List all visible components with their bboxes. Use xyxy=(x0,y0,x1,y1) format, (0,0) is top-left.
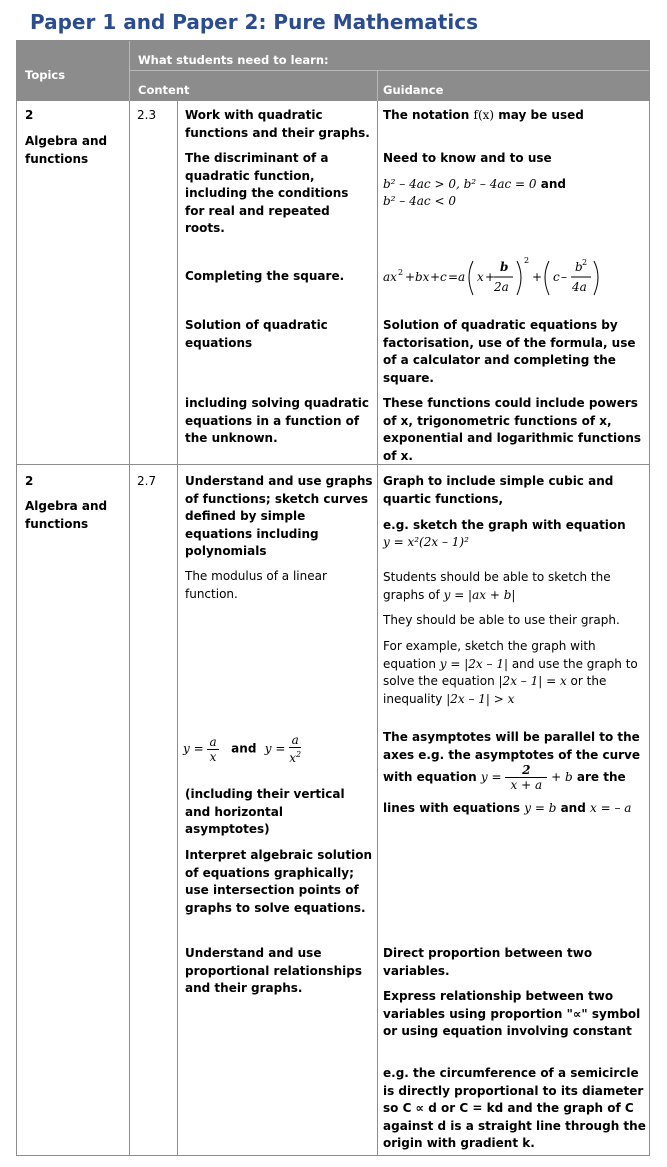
row2-guidance-3: They should be able to use their graph. xyxy=(383,613,620,627)
row2-content-3b: (including their vertical and horizontal asymptotes) xyxy=(185,787,345,836)
row2-ref: 2.7 xyxy=(137,474,157,488)
svg-text:4a: 4a xyxy=(572,280,587,294)
header-content: Content xyxy=(138,83,190,97)
svg-text:+: + xyxy=(485,270,496,284)
header-guidance: Guidance xyxy=(383,83,444,97)
row1-content-4: Solution of quadratic equations xyxy=(185,318,328,350)
row1-content-1: Work with quadratic functions and their graphs. xyxy=(185,108,370,140)
row2-guidance-6: Direct proportion between two variables. xyxy=(383,946,593,978)
row1-ref: 2.3 xyxy=(137,108,157,122)
row2-guidance-1b: e.g. sketch the graph with equation xyxy=(383,518,626,532)
svg-text:x: x xyxy=(477,270,484,284)
svg-text:b: b xyxy=(500,260,509,274)
svg-text:+: + xyxy=(532,270,543,284)
page-title: Paper 1 and Paper 2: Pure Mathematics xyxy=(30,10,478,34)
completing-square-formula xyxy=(381,251,641,301)
row2-content-4: Interpret algebraic solution of equations graphically; use intersection points of graphs to solve equations. xyxy=(185,848,372,915)
row1-topic-number: 2 xyxy=(25,108,34,122)
header-topics: Topics xyxy=(25,68,66,82)
row1-content-3: Completing the square. xyxy=(185,269,345,283)
row1-content-5: including solving quadratic equations in a function of the unknown. xyxy=(185,396,369,445)
row1-discriminant-conditions: b² – 4ac > 0, b² – 4ac = 0 and xyxy=(383,177,566,191)
row2-guidance-5-lines: lines with equations y = b and x = – a xyxy=(383,801,632,815)
row2-guidance-7: Express relationship between two variables using proportion "∝" symbol or using equation involving constant xyxy=(383,989,641,1038)
row1-guidance-5: These functions could include powers of x, trigonometric functions of x, exponential and logarithmic functions of x. xyxy=(383,396,642,463)
row2-content-1: Understand and use graphs of functions; sketch curves defined by simple equations including polynomials xyxy=(185,474,373,558)
row2-guidance-1: Graph to include simple cubic and quartic functions, xyxy=(383,474,614,506)
table-header xyxy=(17,41,649,101)
svg-text:bx: bx xyxy=(415,270,430,284)
svg-text:2a: 2a xyxy=(494,280,509,294)
row1-guidance-2: Need to know and to use xyxy=(383,151,552,165)
row2-topic-name: Algebra and functions xyxy=(25,499,108,531)
svg-text:2: 2 xyxy=(524,256,530,265)
svg-text:–: – xyxy=(561,270,567,284)
header-need: What students need to learn: xyxy=(138,53,329,67)
svg-text:2: 2 xyxy=(398,268,404,277)
spec-table xyxy=(16,40,650,1156)
row2-guidance-1-equation: y = x²(2x – 1)² xyxy=(383,535,469,549)
row2-topic-number: 2 xyxy=(25,474,34,488)
svg-text:+: + xyxy=(405,270,416,284)
svg-text:2: 2 xyxy=(582,258,588,267)
svg-text:a: a xyxy=(458,270,466,284)
svg-text:c: c xyxy=(553,270,560,284)
row2-guidance-8: e.g. the circumference of a semicircle is directly proportional to its diameter so C ∝ d or C = kd and the graph of C against d is a straight line through the origin with gradient k. xyxy=(383,1066,646,1150)
row2-guidance-2: Students should be able to sketch the graphs of y = |ax + b| xyxy=(383,570,611,602)
svg-text:b: b xyxy=(575,260,583,274)
row1-content-2: The discriminant of a quadratic function, including the conditions for real and repeated roots. xyxy=(185,151,349,235)
svg-text:c: c xyxy=(440,270,447,284)
row2-content-2: The modulus of a linear function. xyxy=(185,569,327,601)
svg-text:=: = xyxy=(448,270,459,284)
row1-guidance-1: The notation f(x) may be used xyxy=(383,108,584,122)
svg-text:ax: ax xyxy=(383,270,397,284)
row1-topic-name: Algebra and functions xyxy=(25,134,108,166)
svg-text:+: + xyxy=(430,270,441,284)
row1-guidance-4: Solution of quadratic equations by factorisation, use of the formula, use of a calculator and completing the square. xyxy=(383,318,636,385)
row2-content-3-functions: y = $\frac{a}{x}$ and y = $\frac{a}{x^2}$ xyxy=(183,733,302,765)
row2-content-5: Understand and use proportional relationships and their graphs. xyxy=(185,946,362,995)
row2-guidance-5-equation: with equation y = $\frac{2}{x + a}$ + b are the xyxy=(383,763,626,792)
row2-guidance-4: For example, sketch the graph with equation y = |2x – 1| and use the graph to solve the equation |2x – 1| = x or the inequality |2x – 1| > x xyxy=(383,639,638,706)
row1-discriminant-negative: b² – 4ac < 0 xyxy=(383,194,456,208)
row2-guidance-5a: The asymptotes will be parallel to the axes e.g. the asymptotes of the curve xyxy=(383,730,641,762)
